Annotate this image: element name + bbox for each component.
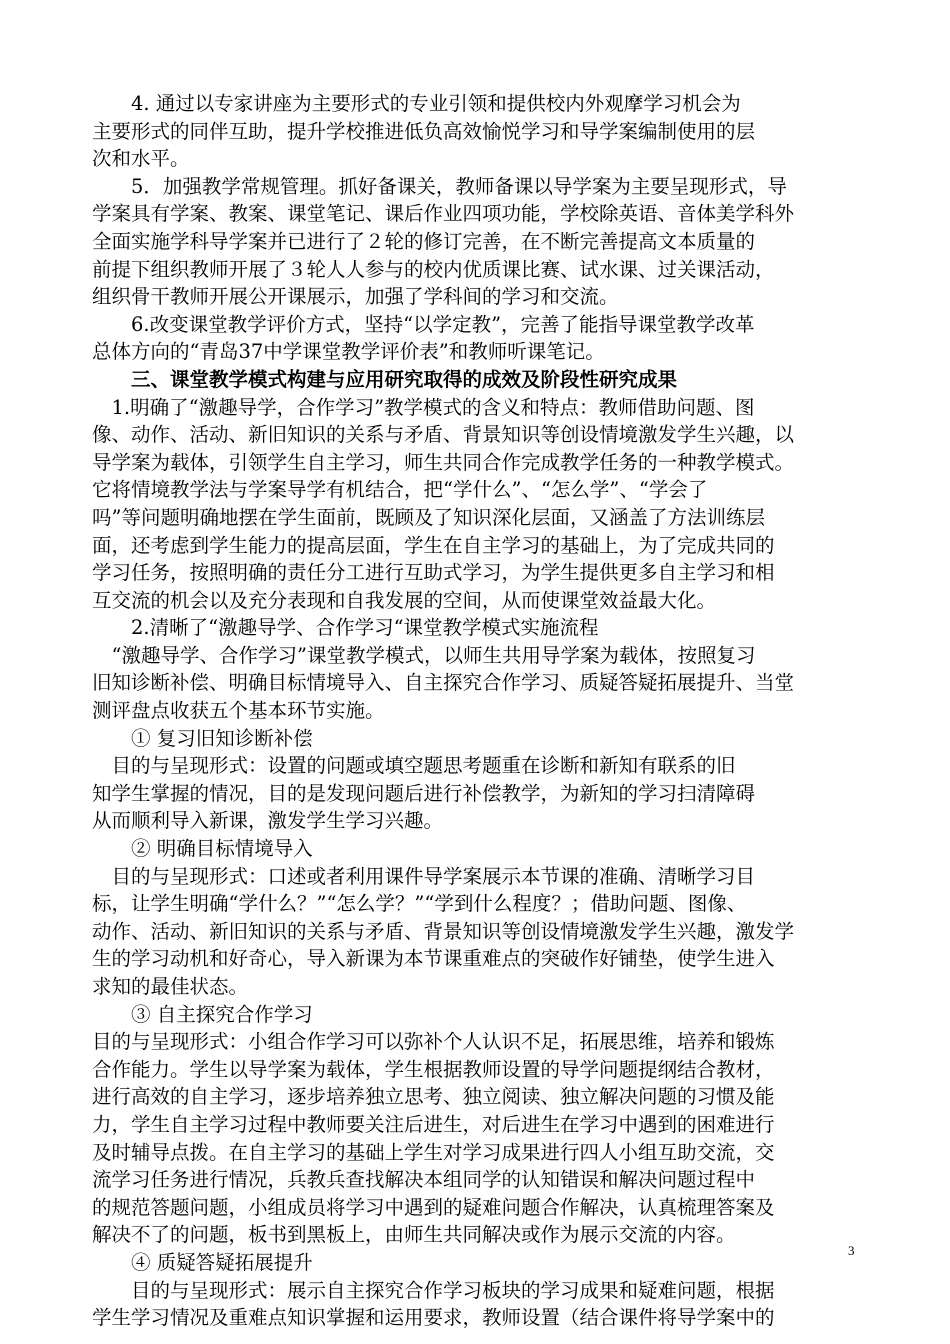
text-line: 知学生掌握的情况，目的是发现问题后进行补偿教学，为新知的学习扫清障碍	[92, 781, 756, 805]
text-line: ① 复习旧知诊断补偿	[92, 726, 313, 750]
document-body	[92, 90, 864, 1332]
text-line: ④ 质疑答疑拓展提升	[92, 1250, 313, 1274]
text-line: 解决不了的问题，板书到黑板上，由师生共同解决或作为展示交流的内容。	[92, 1223, 736, 1247]
text-line: 主要形式的同伴互助，提升学校推进低负高效愉悦学习和导学案编制使用的层	[92, 119, 756, 143]
text-line: 学生学习情况及重难点知识掌握和运用要求，教师设置（结合课件将导学案中的	[92, 1306, 775, 1330]
text-line: 旧知诊断补偿、明确目标情境导入、自主探究合作学习、质疑答疑拓展提升、当堂	[92, 671, 795, 695]
text-line: 吗”等问题明确地摆在学生面前，既顾及了知识深化层面，又涵盖了方法训练层	[92, 505, 765, 529]
text-line: 流学习任务进行情况，兵教兵查找解决本组同学的认知错误和解决问题过程中	[92, 1168, 756, 1192]
text-line: ③ 自主探究合作学习	[92, 1002, 313, 1026]
text-line: 4. 通过以专家讲座为主要形式的专业引领和提供校内外观摩学习机会为	[92, 92, 741, 115]
text-line: 生的学习动机和好奇心，导入新课为本节课重难点的突破作好铺垫，使学生进入	[92, 947, 775, 971]
text-line: 测评盘点收获五个基本环节实施。	[92, 699, 385, 723]
text-line: “激趣导学、合作学习”课堂教学模式，以师生共用导学案为载体，按照复习	[92, 643, 756, 667]
text-line: 导学案为载体，引领学生自主学习，师生共同合作完成教学任务的一种教学模式。	[92, 450, 795, 474]
page-number: 3	[848, 1243, 855, 1258]
text-line: 面，还考虑到学生能力的提高层面，学生在自主学习的基础上，为了完成共同的	[92, 533, 775, 557]
text-line: 5．加强教学常规管理。抓好备课关，教师备课以导学案为主要呈现形式，导	[92, 174, 787, 198]
text-line: 前提下组织教师开展了３轮人人参与的校内优质课比赛、试水课、过关课活动，	[92, 257, 775, 281]
text-line: 目的与呈现形式：小组合作学习可以弥补个人认识不足，拓展思维，培养和锻炼	[92, 1030, 775, 1054]
text-line: 互交流的机会以及充分表现和自我发展的空间，从而使课堂效益最大化。	[92, 588, 717, 612]
text-line: 求知的最佳状态。	[92, 975, 249, 998]
text-line: 标，让学生明确“学什么？”“怎么学？”“学到什么程度？；借助问题、图像、	[92, 892, 747, 916]
text-line: 目的与呈现形式：设置的问题或填空题思考题重在诊断和新知有联系的旧	[92, 754, 736, 778]
text-line: 组织骨干教师开展公开课展示，加强了学科间的学习和交流。	[92, 285, 619, 309]
text-line: 的规范答题问题，小组成员将学习中遇到的疑难问题合作解决，认真梳理答案及	[92, 1195, 775, 1219]
text-line: 6.改变课堂教学评价方式，坚持“以学定教”，完善了能指导课堂教学改革	[92, 312, 755, 336]
text-line: 像、动作、活动、新旧知识的关系与矛盾、背景知识等创设情境激发学生兴趣，以	[92, 423, 795, 447]
text-line: 进行高效的自主学习，逐步培养独立思考、独立阅读、独立解决问题的习惯及能	[92, 1085, 775, 1109]
text-line: 次和水平。	[92, 147, 190, 171]
text-line: 合作能力。学生以导学案为载体，学生根据教师设置的导学问题提纲结合教材，	[92, 1057, 775, 1081]
text-line: 学案具有学案、教案、课堂笔记、课后作业四项功能，学校除英语、音体美学科外	[92, 202, 795, 226]
text-line: 学习任务，按照明确的责任分工进行互助式学习，为学生提供更多自主学习和相	[92, 561, 775, 585]
text-line: ② 明确目标情境导入	[92, 837, 313, 861]
text-line: 全面实施学科导学案并已进行了２轮的修订完善，在不断完善提高文本质量的	[92, 229, 756, 253]
text-line: 目的与呈现形式：展示自主探究合作学习板块的学习成果和疑难问题，根据	[92, 1278, 775, 1302]
text-line: 从而顺利导入新课，激发学生学习兴趣。	[92, 809, 444, 833]
text-line: 它将情境教学法与学案导学有机结合，把“学什么”、“怎么学”、“学会了	[92, 478, 708, 502]
text-line: 目的与呈现形式：口述或者利用课件导学案展示本节课的准确、清晰学习目	[92, 864, 756, 888]
text-line: 2.清晰了“激趣导学、合作学习“课堂教学模式实施流程	[92, 616, 599, 640]
text-line: 力，学生自主学习过程中教师要关注后进生，对后进生在学习中遇到的困难进行	[92, 1112, 775, 1136]
text-line: 动作、活动、新旧知识的关系与矛盾、背景知识等创设情境激发学生兴趣，激发学	[92, 919, 795, 943]
text-line: 总体方向的“青岛37中学课堂教学评价表”和教师听课笔记。	[92, 340, 605, 364]
section-heading: 三、课堂教学模式构建与应用研究取得的成效及阶段性研究成果	[92, 367, 678, 391]
text-line: 1.明确了“激趣导学，合作学习”教学模式的含义和特点：教师借助问题、图	[92, 395, 755, 419]
text-line: 及时辅导点拨。在自主学习的基础上学生对学习成果进行四人小组互助交流，交	[92, 1140, 775, 1164]
